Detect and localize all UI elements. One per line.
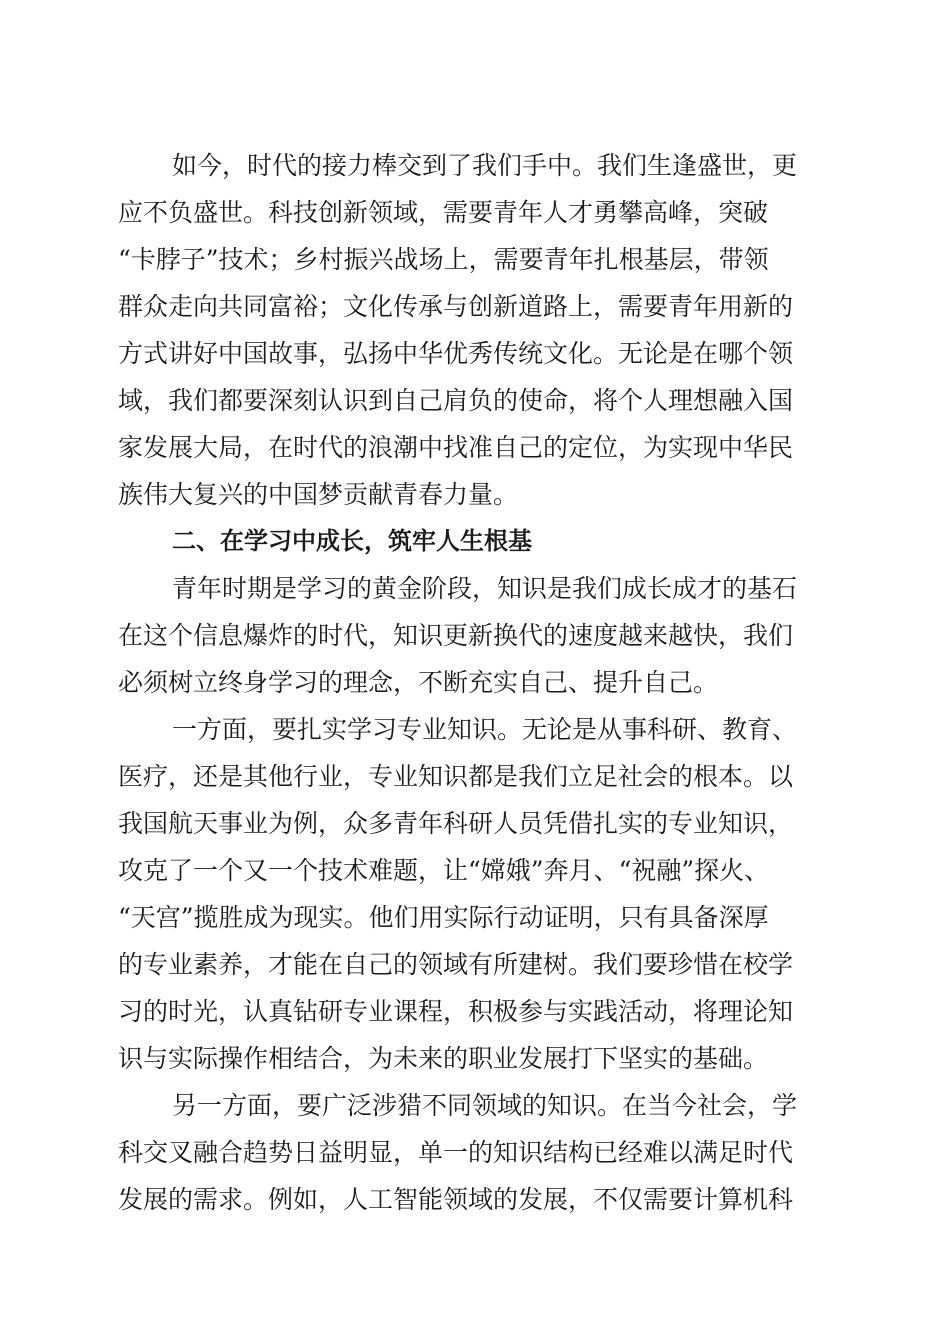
paragraph-line: 域，我们都要深刻认识到自己肩负的使命，将个人理想融入国 — [118, 386, 794, 415]
paragraph-line: 医疗，还是其他行业，专业知识都是我们立足社会的根本。以 — [118, 762, 794, 791]
paragraph-line: “天宫”揽胜成为现实。他们用实际行动证明，只有具备深厚 — [118, 903, 769, 932]
paragraph-line: 我国航天事业为例，众多青年科研人员凭借扎实的专业知识， — [118, 809, 794, 838]
paragraph-line: 一方面，要扎实学习专业知识。无论是从事科研、教育、 — [172, 715, 798, 744]
paragraph-line: 发展的需求。例如，人工智能领域的发展，不仅需要计算机科 — [118, 1185, 794, 1214]
paragraph-line: 在这个信息爆炸的时代，知识更新换代的速度越来越快，我们 — [118, 621, 794, 650]
paragraph-line: 科交叉融合趋势日益明显，单一的知识结构已经难以满足时代 — [118, 1138, 794, 1167]
paragraph-line: 攻克了一个又一个技术难题，让“嫦娥”奔月、“祝融”探火、 — [118, 856, 770, 885]
paragraph-line: 习的时光，认真钻研专业课程，积极参与实践活动，将理论知 — [118, 997, 794, 1026]
paragraph-line: 族伟大复兴的中国梦贡献青春力量。 — [118, 480, 519, 509]
paragraph-line: 识与实际操作相结合，为未来的职业发展打下坚实的基础。 — [118, 1044, 769, 1073]
paragraph-line: 的专业素养，才能在自己的领域有所建树。我们要珍惜在校学 — [118, 950, 794, 979]
paragraph-line: “卡脖子”技术；乡村振兴战场上，需要青年扎根基层，带领 — [118, 245, 769, 274]
paragraph-line: 青年时期是学习的黄金阶段，知识是我们成长成才的基石 — [172, 574, 798, 603]
paragraph-line: 必须树立终身学习的理念，不断充实自己、提升自己。 — [118, 668, 719, 697]
paragraph-line: 如今，时代的接力棒交到了我们手中。我们生逢盛世，更 — [172, 151, 798, 180]
paragraph-line: 应不负盛世。科技创新领域，需要青年人才勇攀高峰，突破 — [118, 198, 769, 227]
section-heading: 二、在学习中成长，筑牢人生根基 — [172, 527, 532, 555]
paragraph-line: 群众走向共同富裕；文化传承与创新道路上，需要青年用新的 — [118, 292, 794, 321]
document-body — [118, 142, 830, 1223]
paragraph-line: 方式讲好中国故事，弘扬中华优秀传统文化。无论是在哪个领 — [118, 339, 794, 368]
paragraph-line: 另一方面，要广泛涉猎不同领域的知识。在当今社会，学 — [172, 1091, 798, 1120]
paragraph-line: 家发展大局，在时代的浪潮中找准自己的定位，为实现中华民 — [118, 433, 794, 462]
